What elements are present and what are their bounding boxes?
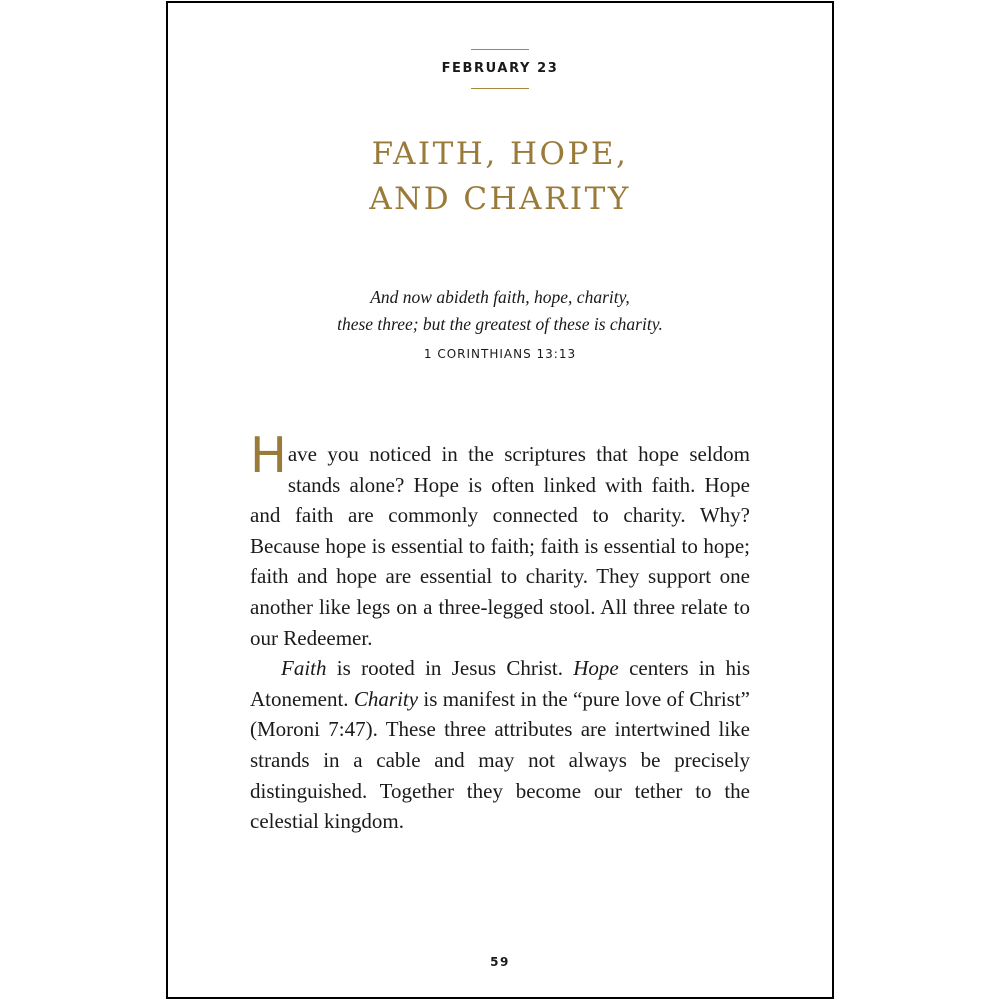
paragraph-2-text-b: centers in his Atonement.	[250, 656, 750, 711]
epigraph-line-1: And now abideth faith, hope, charity,	[370, 287, 630, 307]
emphasis-hope: Hope	[573, 656, 619, 681]
epigraph	[168, 284, 832, 338]
title-line-2: AND CHARITY	[369, 181, 631, 217]
scripture-citation: 1 CORINTHIANS 13:13	[423, 347, 577, 361]
paragraph-2	[250, 653, 750, 837]
page-title	[168, 132, 832, 222]
paragraph-2-text-a: is rooted in Jesus Christ.	[326, 656, 574, 681]
date-rule-bottom	[471, 88, 529, 89]
book-page	[166, 1, 834, 999]
page-number: 59	[490, 955, 510, 969]
date-rule-top	[471, 49, 529, 50]
drop-cap: H	[250, 427, 287, 484]
emphasis-faith: Faith	[281, 656, 327, 681]
title-line-1: FAITH, HOPE,	[371, 136, 629, 172]
paragraph-2-text-c: is manifest in the “pure love of Christ” (Moroni 7:47). These three attributes are intertwined like strands in a cable and may not always be precisely distinguished. Together they become our tether to the celestial kingdom.	[250, 686, 750, 834]
paragraph-1	[250, 427, 750, 653]
emphasis-charity: Charity	[353, 686, 419, 711]
date-heading: FEBRUARY 23	[441, 61, 559, 76]
body-text	[250, 427, 750, 837]
epigraph-line-2: these three; but the greatest of these is charity.	[337, 314, 663, 334]
paragraph-1-text: ave you noticed in the scriptures that hope seldom stands alone? Hope is often linked with faith. Hope and faith are commonly connected to charity. Why? Because hope is essential to faith; faith is essential to hope; faith and hope are essential to charity. They support one another like legs on a three-legged stool. All three relate to our Redeemer.	[250, 442, 750, 650]
